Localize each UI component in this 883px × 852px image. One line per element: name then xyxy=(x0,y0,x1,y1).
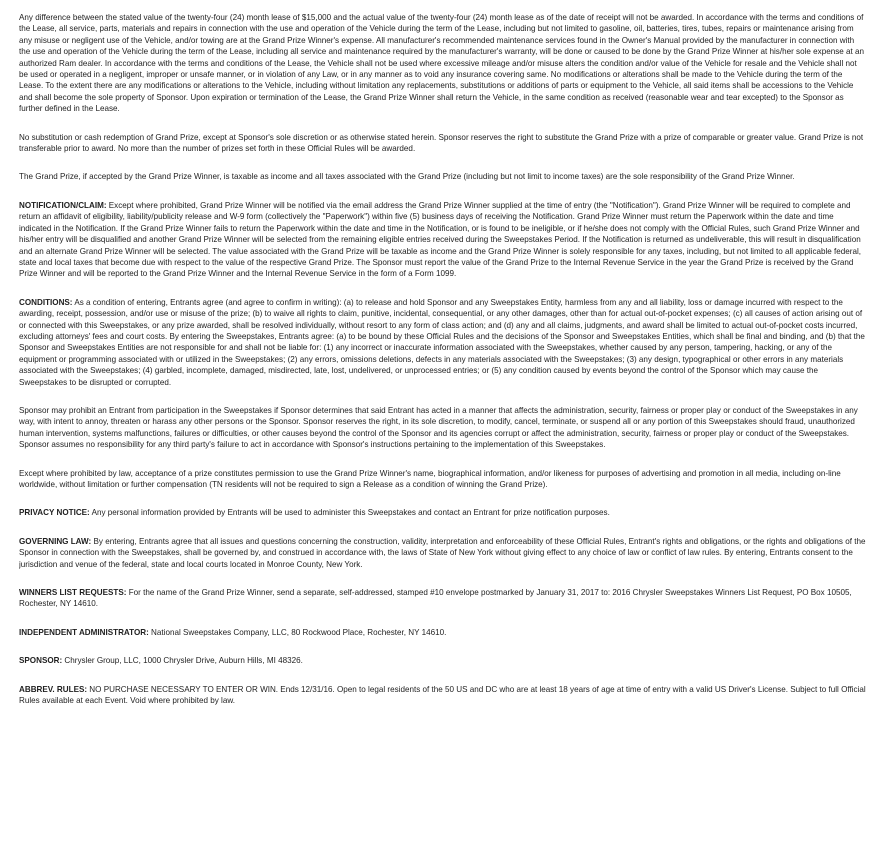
prohibition-paragraph xyxy=(19,405,867,451)
paragraph-text: Except where prohibited by law, acceptance of a prize constitutes permission to use the Grand Prize Winner's name, biographical information, and/or likeness for purposes of advertising and promotion in all media, including on-line worldwide, without limitation or further compensation (TN residents will not be required to sign a Release as a condition of winning the Grand Prize). xyxy=(19,468,841,489)
section-heading-winners-list: WINNERS LIST REQUESTS: xyxy=(19,588,127,598)
section-heading-governing-law: GOVERNING LAW: xyxy=(19,536,92,546)
paragraph-text: Any difference between the stated value of the twenty-four (24) month lease of $15,000 and the actual value of the twenty-four (24) month lease as of the date of receipt will not be awarded. In accordance with the terms and conditions of the Lease, all service, parts, materials and repairs in connection with the use and operation of the Vehicle during the term of the Lease, including but not limited to gasoline, oil, batteries, tires, tubes, repairs or maintenance arising from any misuse or negligent use of the Vehicle, and/or towing are at the Grand Prize Winner's expense. All manufacturer's recommended maintenance services found in the Owner's Manual provided by the manufacturer in connection with the use and operation of the Vehicle during the term of the Lease, including all service and maintenance required by the manufacturer's warranty, will be done or caused to be done by the Grand Prize Winner at his/her sole expense at an authorized Ram dealer. In accordance with the terms and conditions of the Lease, the Vehicle shall not be used where excessive mileage and/or misuse alters the condition and/or value of the Vehicle for resale and the Vehicle shall not be used or operated in a negligent, improper or unsafe manner, or in violation of any Law, or in any manner as to void any insurance covering same. No modifications or alterations shall be made to the Vehicle during the term of the Lease. To the extent there are any modifications or alterations to the Vehicle, including without limitation any replacements, substitutions or additions of parts or equipment to the Vehicle, all said items shall be accessions to the Vehicle and shall become the sole property of Sponsor. Upon expiration or termination of the Lease, the Grand Prize Winner shall return the Vehicle, in the same condition as received (reasonable wear and tear excepted) to the Sponsor as further defined in the Lease. xyxy=(19,13,864,114)
paragraph-text: NO PURCHASE NECESSARY TO ENTER OR WIN. Ends 12/31/16. Open to legal residents of the 50 US and DC who are at least 18 years of age at time of entry with a valid US Driver's License. Subject to full Official Rules available at each Event. Void where prohibited by law. xyxy=(19,684,866,706)
section-heading-administrator: INDEPENDENT ADMINISTRATOR: xyxy=(19,627,149,637)
paragraph-text: For the name of the Grand Prize Winner, send a separate, self-addressed, stamped #10 envelope postmarked by January 31, 2017 to: 2016 Chrysler Sweepstakes Winners List Request, PO Box 10505, Rochester, NY 14610. xyxy=(19,588,852,609)
conditions-section xyxy=(19,297,867,388)
administrator-section xyxy=(19,627,867,638)
paragraph-text: The Grand Prize, if accepted by the Grand Prize Winner, is taxable as income and all taxes associated with the Grand Prize (including but not limit to income taxes) are the sole responsibility of the Grand Prize Winner. xyxy=(19,172,795,182)
lease-value-paragraph xyxy=(19,12,867,115)
paragraph-text: No substitution or cash redemption of Grand Prize, except at Sponsor's sole discretion or as otherwise stated herein. Sponsor reserves the right to substitute the Grand Prize with a prize of comparable or greater value. Grand Prize is not transferable prior to award. No more than the number of prizes set forth in these Official Rules will be awarded. xyxy=(19,132,864,154)
sponsor-section xyxy=(19,655,867,666)
official-rules-body xyxy=(19,12,867,852)
winners-list-section xyxy=(19,587,867,610)
abbrev-rules-section xyxy=(19,684,867,707)
paragraph-text: Chrysler Group, LLC, 1000 Chrysler Drive, Auburn Hills, MI 48326. xyxy=(62,656,303,666)
paragraph-text: Sponsor may prohibit an Entrant from participation in the Sweepstakes if Sponsor determines that said Entrant has acted in a manner that affects the administration, security, fairness or proper play or conduct of the Sweepstakes in any way, with intent to annoy, threaten or harass any other persons or the Sponsor. Sponsor reserves the right, in its sole discretion, to modify, cancel, terminate, or suspend all or any portion of this Sweepstakes should fraud, unauthorized human intervention, systems malfunctions, failures or difficulties, or other causes beyond the control of the Sponsor and its agencies corrupt or affect the administration, security, fairness or proper play or conduct of the Sweepstakes. Sponsor assumes no responsibility for any third party's failure to act in accordance with Sponsor's instructions pertaining to the implementation of this Sweepstakes. xyxy=(19,405,858,450)
paragraph-text: National Sweepstakes Company, LLC, 80 Rockwood Place, Rochester, NY 14610. xyxy=(148,627,447,637)
publicity-paragraph xyxy=(19,468,867,491)
paragraph-text: Any personal information provided by Entrants will be used to administer this Sweepstakes and contact an Entrant for prize notification purposes. xyxy=(89,508,610,518)
governing-law-section xyxy=(19,536,867,570)
paragraph-text: Except where prohibited, Grand Prize Winner will be notified via the email address the Grand Prize Winner supplied at the time of entry (the "Notification"). Grand Prize Winner will be required to complete and return an affidavit of eligibility, liability/publicity release and W-9 form (collectively the "Paperwork") within five (5) business days of receiving the Notification. Grand Prize Winner must return the Paperwork within the date and time indicated in the Notification. If the Grand Prize Winner fails to return the Paperwork within the date and time in the Notification, or is found to be ineligible, or if he/she does not comply with the Official Rules, such Grand Prize Winner and his/her entry will be disqualified and another Grand Prize Winner will be selected from the remaining eligible entries received during the Sweepstakes Period. If the Notification is returned as undeliverable, this will result in disqualification and an alternate Grand Prize Winner will be selected. The value associated with the Grand Prize will be taxable as income and the Grand Prize Winner is solely responsible for any taxes, including, but not limited to all applicable federal, state and local taxes that become due with respect to the value of the respective Grand Prize. The Sponsor must report the value of the Grand Prize to the Internal Revenue Service in the year the Grand Prize is received by the Grand Prize Winner and will be reported to the Grand Prize Winner and the Internal Revenue Service in the form of a Form 1099. xyxy=(19,200,862,279)
section-heading-privacy-notice: PRIVACY NOTICE: xyxy=(19,508,90,518)
section-heading-notification-claim: NOTIFICATION/CLAIM: xyxy=(19,200,107,210)
section-heading-sponsor: SPONSOR: xyxy=(19,656,63,666)
section-heading-conditions: CONDITIONS: xyxy=(19,297,73,307)
taxes-paragraph xyxy=(19,171,867,182)
paragraph-text: By entering, Entrants agree that all issues and questions concerning the construction, validity, interpretation and enforceability of these Official Rules, Entrant's rights and obligations, or the rights and obligations of the Sponsor in connection with the Sweepstakes, shall be governed by, and construed in accordance with, the laws of State of New York without giving effect to any choice of law or conflict of law rules. By entering, Entrants consent to the jurisdiction and venue of the federal, state and local courts located in Monroe County, New York. xyxy=(19,536,866,569)
privacy-notice-section xyxy=(19,507,867,518)
notification-claim-section xyxy=(19,200,867,280)
section-heading-abbrev-rules: ABBREV. RULES: xyxy=(19,684,88,694)
paragraph-text: As a condition of entering, Entrants agree (and agree to confirm in writing): (a) to release and hold Sponsor and any Sweepstakes Entity, harmless from any and all liability, loss or damage incurred with respect to the awarding, receipt, possession, and/or use or misuse of the prize; (b) to waive all rights to claim, punitive, incidental, consequential, or any other damages, other than for actual out-of-pocket expenses; (c) all causes of action arising out of or connected with this Sweepstakes, or any prize awarded, shall be resolved individually, without resort to any form of class action; and (d) any and all claims, judgments, and award shall be limited to actual out-of-pocket costs incurred, excluding attorneys' fees and court costs. By entering the Sweepstakes, Entrants agree: (a) to be bound by these Official Rules and the decisions of the Sponsor and Sweepstakes Entities, which shall be final and binding, and (b) that the Sponsor and Sweepstakes Entities are not responsible for and shall not be liable for: (1) any incorrect or inaccurate information associated with the Sweepstakes, whether caused by any person, tampering, hacking, or any of the equipment or programming associated with or utilized in the Sweepstakes; (2) any errors, omissions deletions, defects in any materials associated with the Sweepstakes; (3) any design, typographical or other errors in any materials associated with the Sweepstakes; (4) garbled, incomplete, damaged, misdirected, late, lost, undelivered, or unprocessed entries; or (5) any condition caused by events beyond the control of the Sponsor which may cause the Sweepstakes to be disrupted or corrupted. xyxy=(19,297,865,387)
substitution-paragraph xyxy=(19,132,867,155)
